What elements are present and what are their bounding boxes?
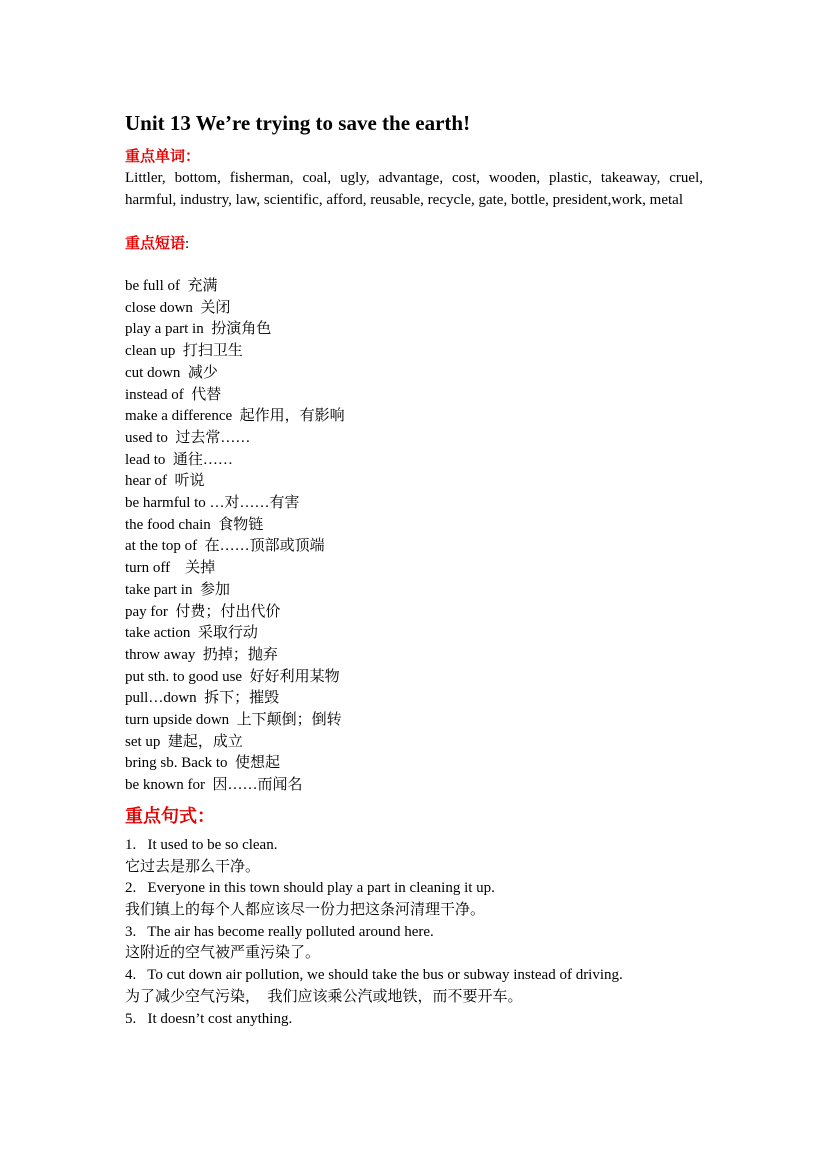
phrase-item: be harmful to …对……有害	[125, 495, 300, 512]
sentence-english: 5. It doesn’t cost anything.	[125, 1010, 293, 1027]
phrase-item: turn upside down 上下颠倒；倒转	[125, 712, 342, 729]
phrase-item: used to 过去常……	[125, 429, 251, 446]
phrase-item: set up 建起，成立	[125, 733, 243, 750]
phrase-item: pay for 付费；付出代价	[125, 603, 281, 620]
sentence-english: 1. It used to be so clean.	[125, 836, 278, 853]
phrase-item: throw away 扔掉；抛弃	[125, 646, 278, 663]
vocabulary-list: Littler, bottom, fisherman, coal, ugly, advantage, cost, wooden, plastic, takeaway, cruel, harmful, industry, law, scientific, afford, reusable, recycle, gate, bottle, president,work, metal	[125, 170, 703, 208]
phrase-item: lead to 通往……	[125, 451, 233, 468]
phrase-item: make a difference 起作用，有影响	[125, 408, 345, 425]
phrases-heading	[125, 233, 703, 255]
phrase-item: the food chain 食物链	[125, 516, 264, 533]
phrase-item: turn off 关掉	[125, 560, 216, 577]
sentence-chinese: 为了减少空气污染， 我们应该乘公汽或地铁，而不要开车。	[125, 988, 523, 1005]
document-page	[125, 108, 703, 1030]
sentence-english: 4. To cut down air pollution, we should take the bus or subway instead of driving.	[125, 967, 623, 984]
words-heading: 重点单词：	[125, 149, 201, 165]
phrase-item: take action 采取行动	[125, 625, 258, 642]
page-title: Unit 13 We’re trying to save the earth!	[125, 111, 471, 135]
phrase-item: take part in 参加	[125, 581, 230, 598]
phrase-item: bring sb. Back to 使想起	[125, 755, 280, 772]
phrase-item: be known for 因……而闻名	[125, 777, 303, 794]
phrase-item: instead of 代替	[125, 386, 222, 403]
phrase-item: close down 关闭	[125, 299, 231, 316]
sentences-heading: 重点句式：	[125, 805, 215, 826]
phrase-item: pull…down 拆下；摧毁	[125, 690, 280, 707]
sentence-list	[125, 835, 703, 1030]
sentence-chinese: 我们镇上的每个人都应该尽一份力把这条河清理干净。	[125, 901, 486, 918]
phrase-item: at the top of 在……顶部或顶端	[125, 538, 325, 555]
phrase-item: cut down 减少	[125, 364, 218, 381]
phrase-item: clean up 打扫卫生	[125, 343, 243, 360]
phrases-heading-text: 重点短语	[125, 236, 186, 252]
sentence-english: 2. Everyone in this town should play a part in cleaning it up.	[125, 880, 495, 897]
phrase-item: put sth. to good use 好好利用某物	[125, 668, 340, 685]
phrase-list	[125, 276, 703, 797]
phrases-heading-colon: :	[185, 236, 190, 252]
phrase-item: play a part in 扮演角色	[125, 321, 272, 338]
sentence-english: 3. The air has become really polluted around here.	[125, 923, 434, 940]
sentence-chinese: 这附近的空气被严重污染了。	[125, 945, 321, 962]
phrase-item: hear of 听说	[125, 473, 205, 490]
sentence-chinese: 它过去是那么干净。	[125, 858, 261, 875]
phrase-item: be full of 充满	[125, 278, 218, 294]
